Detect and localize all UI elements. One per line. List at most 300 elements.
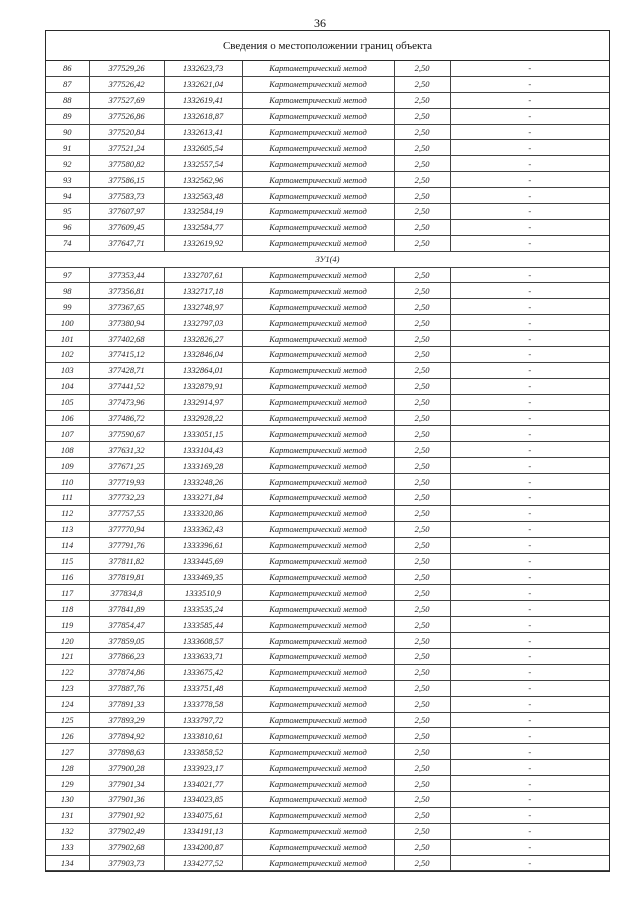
description-cell: - — [450, 315, 609, 331]
accuracy-cell: 2,50 — [394, 633, 450, 649]
description-cell: - — [450, 839, 609, 855]
point-number-cell: 129 — [46, 776, 89, 792]
y-coordinate-cell: 1332864,01 — [164, 362, 242, 378]
table-row — [46, 172, 609, 188]
y-coordinate-cell: 1332846,04 — [164, 347, 242, 363]
method-cell: Картометрический метод — [242, 283, 394, 299]
method-cell: Картометрический метод — [242, 664, 394, 680]
x-coordinate-cell: 377486,72 — [89, 410, 164, 426]
point-number-cell: 97 — [46, 267, 89, 283]
x-coordinate-cell: 377901,36 — [89, 791, 164, 807]
accuracy-cell: 2,50 — [394, 331, 450, 347]
x-coordinate-cell: 377356,81 — [89, 283, 164, 299]
y-coordinate-cell: 1333271,84 — [164, 490, 242, 506]
x-coordinate-cell: 377415,12 — [89, 347, 164, 363]
method-cell: Картометрический метод — [242, 219, 394, 235]
y-coordinate-cell: 1332584,77 — [164, 219, 242, 235]
point-number-cell: 86 — [46, 61, 89, 76]
point-number-cell: 92 — [46, 156, 89, 172]
point-number-cell: 120 — [46, 633, 89, 649]
description-cell: - — [450, 823, 609, 839]
method-cell: Картометрический метод — [242, 712, 394, 728]
y-coordinate-cell: 1332618,87 — [164, 108, 242, 124]
description-cell: - — [450, 362, 609, 378]
table-row — [46, 490, 609, 506]
accuracy-cell: 2,50 — [394, 156, 450, 172]
point-number-cell: 130 — [46, 791, 89, 807]
accuracy-cell: 2,50 — [394, 617, 450, 633]
y-coordinate-cell: 1333320,86 — [164, 505, 242, 521]
description-cell: - — [450, 331, 609, 347]
method-cell: Картометрический метод — [242, 807, 394, 823]
point-number-cell: 119 — [46, 617, 89, 633]
accuracy-cell: 2,50 — [394, 601, 450, 617]
page-number: 36 — [314, 16, 326, 30]
accuracy-cell: 2,50 — [394, 553, 450, 569]
x-coordinate-cell: 377859,05 — [89, 633, 164, 649]
accuracy-cell: 2,50 — [394, 823, 450, 839]
point-number-cell: 108 — [46, 442, 89, 458]
method-cell: Картометрический метод — [242, 776, 394, 792]
x-coordinate-cell: 377353,44 — [89, 267, 164, 283]
method-cell: Картометрический метод — [242, 585, 394, 601]
table-row — [46, 776, 609, 792]
point-number-cell: 125 — [46, 712, 89, 728]
x-coordinate-cell: 377609,45 — [89, 219, 164, 235]
y-coordinate-cell: 1334200,87 — [164, 839, 242, 855]
description-cell: - — [450, 521, 609, 537]
table-row — [46, 823, 609, 839]
method-cell: Картометрический метод — [242, 235, 394, 251]
method-cell: Картометрический метод — [242, 617, 394, 633]
accuracy-cell: 2,50 — [394, 760, 450, 776]
point-number-cell: 100 — [46, 315, 89, 331]
description-cell: - — [450, 347, 609, 363]
description-cell: - — [450, 505, 609, 521]
coordinates-table — [46, 61, 609, 871]
accuracy-cell: 2,50 — [394, 696, 450, 712]
method-cell: Картометрический метод — [242, 204, 394, 220]
x-coordinate-cell: 377902,49 — [89, 823, 164, 839]
x-coordinate-cell: 377901,92 — [89, 807, 164, 823]
y-coordinate-cell: 1333797,72 — [164, 712, 242, 728]
method-cell: Картометрический метод — [242, 61, 394, 76]
method-cell: Картометрический метод — [242, 124, 394, 140]
description-cell: - — [450, 61, 609, 76]
y-coordinate-cell: 1333778,58 — [164, 696, 242, 712]
table-row — [46, 362, 609, 378]
description-cell: - — [450, 92, 609, 108]
description-cell: - — [450, 283, 609, 299]
point-number-cell: 103 — [46, 362, 89, 378]
description-cell: - — [450, 617, 609, 633]
accuracy-cell: 2,50 — [394, 347, 450, 363]
method-cell: Картометрический метод — [242, 601, 394, 617]
description-cell: - — [450, 156, 609, 172]
method-cell: Картометрический метод — [242, 855, 394, 871]
point-number-cell: 91 — [46, 140, 89, 156]
x-coordinate-cell: 377894,92 — [89, 728, 164, 744]
description-cell: - — [450, 124, 609, 140]
point-number-cell: 117 — [46, 585, 89, 601]
table-row — [46, 680, 609, 696]
method-cell: Картометрический метод — [242, 140, 394, 156]
description-cell: - — [450, 299, 609, 315]
table-row — [46, 521, 609, 537]
point-number-cell: 90 — [46, 124, 89, 140]
point-number-cell: 123 — [46, 680, 89, 696]
y-coordinate-cell: 1332707,61 — [164, 267, 242, 283]
x-coordinate-cell: 377902,68 — [89, 839, 164, 855]
method-cell: Картометрический метод — [242, 442, 394, 458]
method-cell: Картометрический метод — [242, 172, 394, 188]
table-row — [46, 315, 609, 331]
point-number-cell: 118 — [46, 601, 89, 617]
accuracy-cell: 2,50 — [394, 283, 450, 299]
method-cell: Картометрический метод — [242, 823, 394, 839]
description-cell: - — [450, 696, 609, 712]
table-row — [46, 299, 609, 315]
section-label: ЗУ1(4) — [46, 251, 609, 267]
table-row — [46, 426, 609, 442]
description-cell: - — [450, 474, 609, 490]
accuracy-cell: 2,50 — [394, 315, 450, 331]
table-body-part2 — [46, 267, 609, 871]
method-cell: Картометрический метод — [242, 569, 394, 585]
accuracy-cell: 2,50 — [394, 188, 450, 204]
x-coordinate-cell: 377757,55 — [89, 505, 164, 521]
accuracy-cell: 2,50 — [394, 76, 450, 92]
x-coordinate-cell: 377874,86 — [89, 664, 164, 680]
table-row — [46, 474, 609, 490]
x-coordinate-cell: 377841,89 — [89, 601, 164, 617]
y-coordinate-cell: 1333923,17 — [164, 760, 242, 776]
y-coordinate-cell: 1332621,04 — [164, 76, 242, 92]
method-cell: Картометрический метод — [242, 505, 394, 521]
table-row — [46, 696, 609, 712]
y-coordinate-cell: 1332826,27 — [164, 331, 242, 347]
y-coordinate-cell: 1333608,57 — [164, 633, 242, 649]
y-coordinate-cell: 1334023,85 — [164, 791, 242, 807]
y-coordinate-cell: 1333469,35 — [164, 569, 242, 585]
x-coordinate-cell: 377521,24 — [89, 140, 164, 156]
description-cell: - — [450, 553, 609, 569]
x-coordinate-cell: 377529,26 — [89, 61, 164, 76]
description-cell: - — [450, 648, 609, 664]
method-cell: Картометрический метод — [242, 648, 394, 664]
table-row — [46, 283, 609, 299]
method-cell: Картометрический метод — [242, 633, 394, 649]
description-cell: - — [450, 394, 609, 410]
description-cell: - — [450, 855, 609, 871]
x-coordinate-cell: 377428,71 — [89, 362, 164, 378]
method-cell: Картометрический метод — [242, 744, 394, 760]
description-cell: - — [450, 490, 609, 506]
accuracy-cell: 2,50 — [394, 219, 450, 235]
description-cell: - — [450, 601, 609, 617]
point-number-cell: 115 — [46, 553, 89, 569]
method-cell: Картометрический метод — [242, 410, 394, 426]
point-number-cell: 99 — [46, 299, 89, 315]
method-cell: Картометрический метод — [242, 315, 394, 331]
point-number-cell: 94 — [46, 188, 89, 204]
table-row — [46, 807, 609, 823]
table-row — [46, 855, 609, 871]
x-coordinate-cell: 377819,81 — [89, 569, 164, 585]
table-row — [46, 553, 609, 569]
table-row — [46, 347, 609, 363]
x-coordinate-cell: 377770,94 — [89, 521, 164, 537]
accuracy-cell: 2,50 — [394, 92, 450, 108]
accuracy-cell: 2,50 — [394, 235, 450, 251]
method-cell: Картометрический метод — [242, 696, 394, 712]
point-number-cell: 98 — [46, 283, 89, 299]
x-coordinate-cell: 377580,82 — [89, 156, 164, 172]
description-cell: - — [450, 585, 609, 601]
x-coordinate-cell: 377367,65 — [89, 299, 164, 315]
table-row — [46, 601, 609, 617]
x-coordinate-cell: 377671,25 — [89, 458, 164, 474]
y-coordinate-cell: 1333396,61 — [164, 537, 242, 553]
y-coordinate-cell: 1333585,44 — [164, 617, 242, 633]
section-separator — [46, 251, 609, 267]
x-coordinate-cell: 377893,29 — [89, 712, 164, 728]
method-cell: Картометрический метод — [242, 362, 394, 378]
x-coordinate-cell: 377526,86 — [89, 108, 164, 124]
y-coordinate-cell: 1333169,28 — [164, 458, 242, 474]
table-row — [46, 394, 609, 410]
x-coordinate-cell: 377590,67 — [89, 426, 164, 442]
y-coordinate-cell: 1332928,22 — [164, 410, 242, 426]
y-coordinate-cell: 1332563,48 — [164, 188, 242, 204]
table-row — [46, 204, 609, 220]
accuracy-cell: 2,50 — [394, 474, 450, 490]
accuracy-cell: 2,50 — [394, 442, 450, 458]
table-row — [46, 140, 609, 156]
point-number-cell: 93 — [46, 172, 89, 188]
method-cell: Картометрический метод — [242, 680, 394, 696]
point-number-cell: 134 — [46, 855, 89, 871]
description-cell: - — [450, 108, 609, 124]
accuracy-cell: 2,50 — [394, 648, 450, 664]
y-coordinate-cell: 1332797,03 — [164, 315, 242, 331]
point-number-cell: 101 — [46, 331, 89, 347]
y-coordinate-cell: 1332748,97 — [164, 299, 242, 315]
accuracy-cell: 2,50 — [394, 61, 450, 76]
point-number-cell: 88 — [46, 92, 89, 108]
y-coordinate-cell: 1333751,48 — [164, 680, 242, 696]
y-coordinate-cell: 1333535,24 — [164, 601, 242, 617]
accuracy-cell: 2,50 — [394, 426, 450, 442]
table-row — [46, 744, 609, 760]
description-cell: - — [450, 760, 609, 776]
x-coordinate-cell: 377903,73 — [89, 855, 164, 871]
y-coordinate-cell: 1333633,71 — [164, 648, 242, 664]
x-coordinate-cell: 377647,71 — [89, 235, 164, 251]
description-cell: - — [450, 235, 609, 251]
table-row — [46, 378, 609, 394]
description-cell: - — [450, 728, 609, 744]
x-coordinate-cell: 377891,33 — [89, 696, 164, 712]
table-row — [46, 664, 609, 680]
point-number-cell: 116 — [46, 569, 89, 585]
x-coordinate-cell: 377887,76 — [89, 680, 164, 696]
accuracy-cell: 2,50 — [394, 458, 450, 474]
description-cell: - — [450, 204, 609, 220]
description-cell: - — [450, 172, 609, 188]
accuracy-cell: 2,50 — [394, 537, 450, 553]
point-number-cell: 126 — [46, 728, 89, 744]
method-cell: Картометрический метод — [242, 92, 394, 108]
description-cell: - — [450, 680, 609, 696]
x-coordinate-cell: 377473,96 — [89, 394, 164, 410]
accuracy-cell: 2,50 — [394, 855, 450, 871]
method-cell: Картометрический метод — [242, 156, 394, 172]
accuracy-cell: 2,50 — [394, 505, 450, 521]
point-number-cell: 113 — [46, 521, 89, 537]
point-number-cell: 104 — [46, 378, 89, 394]
table-row — [46, 61, 609, 76]
method-cell: Картометрический метод — [242, 521, 394, 537]
x-coordinate-cell: 377791,76 — [89, 537, 164, 553]
y-coordinate-cell: 1332613,41 — [164, 124, 242, 140]
x-coordinate-cell: 377607,97 — [89, 204, 164, 220]
point-number-cell: 124 — [46, 696, 89, 712]
point-number-cell: 95 — [46, 204, 89, 220]
y-coordinate-cell: 1333675,42 — [164, 664, 242, 680]
y-coordinate-cell: 1333248,26 — [164, 474, 242, 490]
accuracy-cell: 2,50 — [394, 140, 450, 156]
y-coordinate-cell: 1333510,9 — [164, 585, 242, 601]
accuracy-cell: 2,50 — [394, 791, 450, 807]
table-row — [46, 442, 609, 458]
y-coordinate-cell: 1332605,54 — [164, 140, 242, 156]
point-number-cell: 74 — [46, 235, 89, 251]
accuracy-cell: 2,50 — [394, 410, 450, 426]
table-row — [46, 537, 609, 553]
point-number-cell: 133 — [46, 839, 89, 855]
accuracy-cell: 2,50 — [394, 394, 450, 410]
method-cell: Картометрический метод — [242, 378, 394, 394]
description-cell: - — [450, 188, 609, 204]
x-coordinate-cell: 377719,93 — [89, 474, 164, 490]
point-number-cell: 106 — [46, 410, 89, 426]
accuracy-cell: 2,50 — [394, 839, 450, 855]
x-coordinate-cell: 377441,52 — [89, 378, 164, 394]
table-row — [46, 267, 609, 283]
table-row — [46, 760, 609, 776]
accuracy-cell: 2,50 — [394, 204, 450, 220]
table-row — [46, 728, 609, 744]
accuracy-cell: 2,50 — [394, 664, 450, 680]
accuracy-cell: 2,50 — [394, 490, 450, 506]
y-coordinate-cell: 1332914,97 — [164, 394, 242, 410]
table-row — [46, 458, 609, 474]
point-number-cell: 122 — [46, 664, 89, 680]
x-coordinate-cell: 377866,23 — [89, 648, 164, 664]
accuracy-cell: 2,50 — [394, 108, 450, 124]
description-cell: - — [450, 219, 609, 235]
point-number-cell: 127 — [46, 744, 89, 760]
y-coordinate-cell: 1332619,41 — [164, 92, 242, 108]
table-row — [46, 76, 609, 92]
point-number-cell: 111 — [46, 490, 89, 506]
x-coordinate-cell: 377834,8 — [89, 585, 164, 601]
description-cell: - — [450, 140, 609, 156]
y-coordinate-cell: 1333858,52 — [164, 744, 242, 760]
description-cell: - — [450, 378, 609, 394]
table-body-part1 — [46, 61, 609, 251]
table-row — [46, 235, 609, 251]
x-coordinate-cell: 377900,28 — [89, 760, 164, 776]
table-row — [46, 839, 609, 855]
table-row — [46, 585, 609, 601]
point-number-cell: 87 — [46, 76, 89, 92]
accuracy-cell: 2,50 — [394, 585, 450, 601]
x-coordinate-cell: 377631,32 — [89, 442, 164, 458]
method-cell: Картометрический метод — [242, 188, 394, 204]
description-cell: - — [450, 410, 609, 426]
description-cell: - — [450, 712, 609, 728]
point-number-cell: 121 — [46, 648, 89, 664]
method-cell: Картометрический метод — [242, 839, 394, 855]
section-title: Сведения о местоположении границ объекта — [46, 31, 609, 61]
description-cell: - — [450, 569, 609, 585]
point-number-cell: 112 — [46, 505, 89, 521]
accuracy-cell: 2,50 — [394, 267, 450, 283]
y-coordinate-cell: 1334277,52 — [164, 855, 242, 871]
description-cell: - — [450, 76, 609, 92]
x-coordinate-cell: 377586,15 — [89, 172, 164, 188]
accuracy-cell: 2,50 — [394, 680, 450, 696]
point-number-cell: 105 — [46, 394, 89, 410]
method-cell: Картометрический метод — [242, 537, 394, 553]
section-row — [46, 251, 609, 267]
point-number-cell: 107 — [46, 426, 89, 442]
accuracy-cell: 2,50 — [394, 569, 450, 585]
accuracy-cell: 2,50 — [394, 378, 450, 394]
y-coordinate-cell: 1333810,61 — [164, 728, 242, 744]
x-coordinate-cell: 377520,84 — [89, 124, 164, 140]
point-number-cell: 128 — [46, 760, 89, 776]
table-row — [46, 648, 609, 664]
x-coordinate-cell: 377402,68 — [89, 331, 164, 347]
accuracy-cell: 2,50 — [394, 728, 450, 744]
boundary-info-block — [45, 30, 610, 872]
y-coordinate-cell: 1332562,96 — [164, 172, 242, 188]
description-cell: - — [450, 458, 609, 474]
description-cell: - — [450, 442, 609, 458]
x-coordinate-cell: 377526,42 — [89, 76, 164, 92]
y-coordinate-cell: 1334075,61 — [164, 807, 242, 823]
y-coordinate-cell: 1332619,92 — [164, 235, 242, 251]
method-cell: Картометрический метод — [242, 394, 394, 410]
x-coordinate-cell: 377380,94 — [89, 315, 164, 331]
y-coordinate-cell: 1334021,77 — [164, 776, 242, 792]
method-cell: Картометрический метод — [242, 791, 394, 807]
y-coordinate-cell: 1332623,73 — [164, 61, 242, 76]
description-cell: - — [450, 791, 609, 807]
description-cell: - — [450, 744, 609, 760]
y-coordinate-cell: 1332557,54 — [164, 156, 242, 172]
table-row — [46, 108, 609, 124]
y-coordinate-cell: 1333362,43 — [164, 521, 242, 537]
table-row — [46, 156, 609, 172]
accuracy-cell: 2,50 — [394, 299, 450, 315]
table-row — [46, 791, 609, 807]
x-coordinate-cell: 377527,69 — [89, 92, 164, 108]
table-row — [46, 617, 609, 633]
